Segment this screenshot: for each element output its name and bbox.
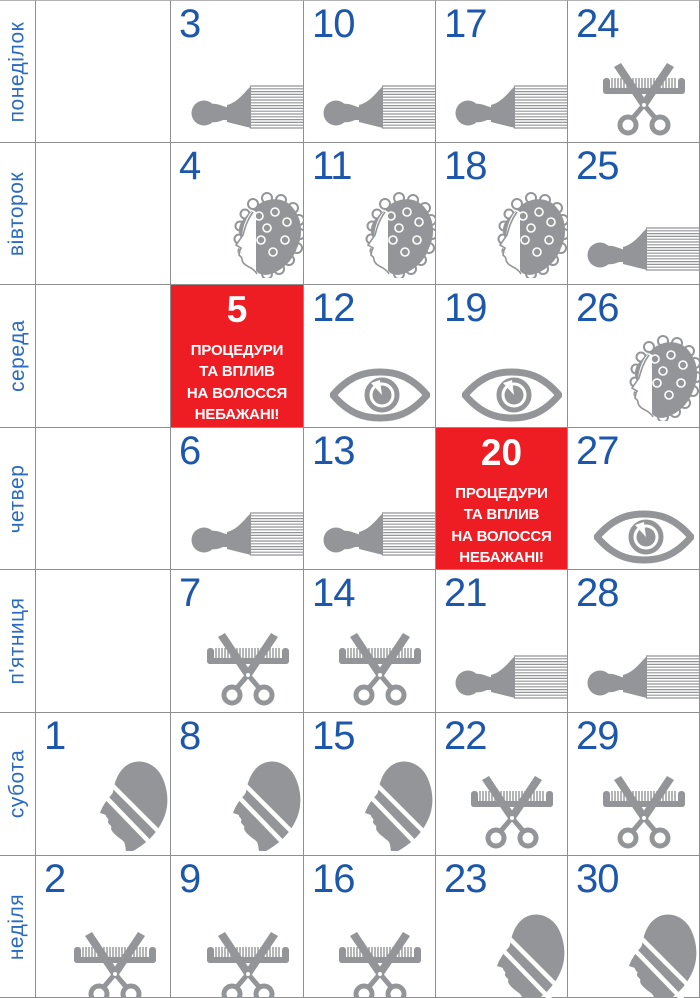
day-number: 13 bbox=[312, 429, 355, 473]
day-cell-11 bbox=[304, 143, 436, 285]
day-cell-30 bbox=[568, 856, 700, 998]
scissors-comb-icon bbox=[206, 930, 290, 998]
warning-note-line: ПРОЦЕДУРИ bbox=[455, 484, 548, 502]
day-number: 9 bbox=[179, 857, 201, 901]
day-number: 21 bbox=[444, 571, 487, 615]
head-profile-icon bbox=[347, 759, 433, 851]
weekday-label: субота bbox=[5, 749, 29, 819]
pick-comb-icon bbox=[323, 502, 436, 559]
day-number: 2 bbox=[44, 857, 66, 901]
pick-comb-icon bbox=[587, 645, 700, 702]
day-number: 10 bbox=[312, 2, 355, 46]
day-number: 26 bbox=[576, 286, 619, 330]
day-number: 25 bbox=[576, 144, 619, 188]
warning-note-line: ПРОЦЕДУРИ bbox=[190, 341, 284, 359]
day-number: 17 bbox=[444, 2, 487, 46]
day-cell-24 bbox=[568, 0, 700, 143]
day-cell-13 bbox=[304, 428, 436, 570]
day-cell-27 bbox=[568, 428, 700, 570]
day-cell-7 bbox=[171, 570, 304, 713]
weekday-label: неділя bbox=[5, 893, 29, 960]
day-number: 27 bbox=[576, 429, 619, 473]
scissors-comb-icon bbox=[602, 774, 686, 850]
day-cell-12 bbox=[304, 285, 436, 428]
weekday-label: середа bbox=[5, 319, 29, 393]
eye-icon bbox=[462, 368, 562, 422]
day-number: 15 bbox=[312, 714, 355, 758]
day-cell-9 bbox=[171, 856, 304, 998]
weekday-label: п'ятниця bbox=[5, 597, 29, 685]
warning-note-line: ТА ВПЛИВ bbox=[463, 506, 540, 524]
day-number: 29 bbox=[576, 714, 619, 758]
day-cell-28 bbox=[568, 570, 700, 713]
day-cell-29 bbox=[568, 713, 700, 856]
day-number: 24 bbox=[576, 2, 619, 46]
day-number: 30 bbox=[576, 857, 619, 901]
day-number: 7 bbox=[179, 571, 201, 615]
warning-note-line: НА ВОЛОССЯ bbox=[186, 384, 288, 402]
day-number: 14 bbox=[312, 571, 355, 615]
empty-cell bbox=[36, 0, 171, 143]
day-cell-18 bbox=[436, 143, 568, 285]
day-cell-25 bbox=[568, 143, 700, 285]
weekday-cell bbox=[0, 143, 36, 285]
pick-comb-icon bbox=[191, 75, 304, 132]
pick-comb-icon bbox=[191, 502, 304, 559]
day-cell-15 bbox=[304, 713, 436, 856]
day-cell-1 bbox=[36, 713, 171, 856]
weekday-cell bbox=[0, 428, 36, 570]
weekday-cell bbox=[0, 713, 36, 856]
day-number: 12 bbox=[312, 286, 355, 330]
warning-note bbox=[187, 340, 287, 426]
pick-comb-icon bbox=[587, 217, 700, 274]
day-cell-6 bbox=[171, 428, 304, 570]
scissors-comb-icon bbox=[602, 61, 686, 137]
day-number: 28 bbox=[576, 571, 619, 615]
day-number: 11 bbox=[312, 144, 352, 188]
day-cell-21 bbox=[436, 570, 568, 713]
eye-icon bbox=[594, 510, 694, 564]
scissors-comb-icon bbox=[73, 930, 157, 998]
scissors-comb-icon bbox=[206, 631, 290, 707]
weekday-label: четвер bbox=[5, 464, 29, 533]
warning-note-line: ТА ВПЛИВ bbox=[199, 363, 275, 381]
day-cell-4 bbox=[171, 143, 304, 285]
curly-hair-icon bbox=[487, 192, 567, 278]
warning-note bbox=[451, 483, 551, 569]
scissors-comb-icon bbox=[338, 930, 422, 998]
warning-day-number: 5 bbox=[226, 289, 248, 330]
warning-note-line: НА ВОЛОССЯ bbox=[451, 527, 552, 545]
empty-cell bbox=[36, 143, 171, 285]
day-cell-23 bbox=[436, 856, 568, 998]
scissors-comb-icon bbox=[470, 774, 554, 850]
weekday-cell bbox=[0, 856, 36, 998]
pick-comb-icon bbox=[455, 645, 568, 702]
pick-comb-icon bbox=[455, 75, 568, 132]
day-number: 8 bbox=[179, 714, 201, 758]
weekday-cell bbox=[0, 570, 36, 713]
eye-icon bbox=[330, 368, 430, 422]
day-cell-26 bbox=[568, 285, 700, 428]
head-profile-icon bbox=[215, 759, 301, 851]
day-cell-3 bbox=[171, 0, 304, 143]
empty-cell bbox=[36, 428, 171, 570]
empty-cell bbox=[36, 570, 171, 713]
curly-hair-icon bbox=[619, 335, 699, 421]
head-profile-icon bbox=[82, 759, 168, 851]
weekday-cell bbox=[0, 285, 36, 428]
day-number: 6 bbox=[179, 429, 201, 473]
warning-day-number: 20 bbox=[480, 432, 523, 473]
weekday-label: вівторок bbox=[5, 171, 29, 256]
weekday-label: понеділок bbox=[5, 21, 29, 122]
day-cell-20 bbox=[436, 428, 568, 570]
day-cell-22 bbox=[436, 713, 568, 856]
warning-note-line: НЕБАЖАНІ! bbox=[459, 549, 544, 567]
day-number: 16 bbox=[312, 857, 355, 901]
day-cell-19 bbox=[436, 285, 568, 428]
pick-comb-icon bbox=[323, 75, 436, 132]
day-cell-17 bbox=[436, 0, 568, 143]
day-number: 19 bbox=[444, 286, 487, 330]
curly-hair-icon bbox=[223, 192, 303, 278]
day-number: 1 bbox=[44, 714, 66, 758]
head-profile-icon bbox=[479, 912, 565, 998]
head-profile-icon bbox=[611, 912, 697, 998]
warning-note-line: НЕБАЖАНІ! bbox=[194, 406, 280, 424]
day-number: 4 bbox=[179, 144, 201, 188]
day-cell-2 bbox=[36, 856, 171, 998]
weekday-cell bbox=[0, 0, 36, 143]
day-number: 18 bbox=[444, 144, 487, 188]
day-cell-16 bbox=[304, 856, 436, 998]
day-cell-10 bbox=[304, 0, 436, 143]
day-number: 23 bbox=[444, 857, 487, 901]
scissors-comb-icon bbox=[338, 631, 422, 707]
day-cell-14 bbox=[304, 570, 436, 713]
empty-cell bbox=[36, 285, 171, 428]
curly-hair-icon bbox=[355, 192, 435, 278]
day-cell-5 bbox=[171, 285, 304, 428]
day-number: 3 bbox=[179, 2, 201, 46]
day-cell-8 bbox=[171, 713, 304, 856]
day-number: 22 bbox=[444, 714, 487, 758]
